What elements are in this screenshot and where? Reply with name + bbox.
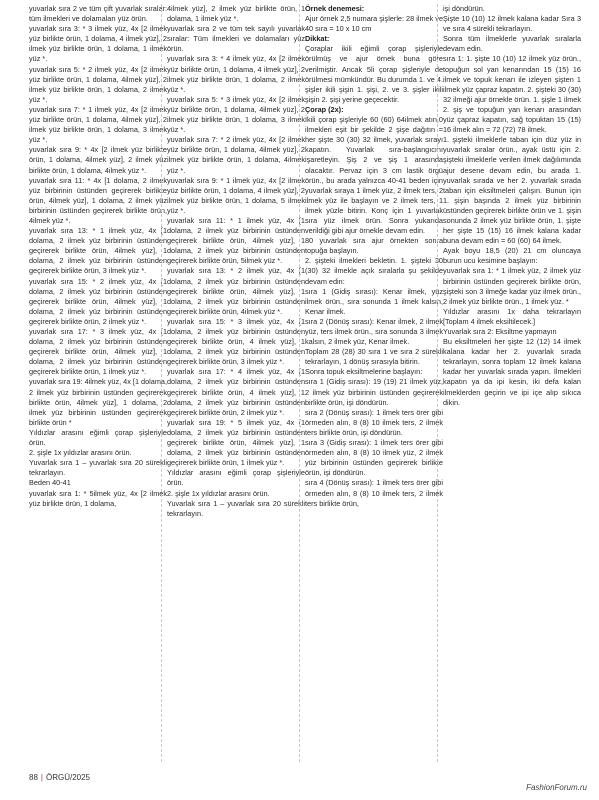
paragraph: 2. şişle 1x yıldızlar arasını örün. [29,448,132,458]
paragraph: yuvarlak sıra 17: * 4 ilmek yüz, 4x [1 dolama, 2 ilmek yüz birbirinin üstünden geçirerek birlikte örün, 4 ilmek yüz], 1 dolama, 2 ilmek yüz birbirinin üstünden geçirerek birlikte örün, 2 ilmek yüz *. [167,367,305,417]
paragraph: işi döndürün. [443,4,485,13]
paragraph: yuvarlak sıra 9: * 4x [2 ilmek yüz birlikte örün, 1 dolama, 4ilmek yüz], 2 ilmek yüz birlikte örün, 1 dolama, 4ilmek yüz *. [29,145,167,175]
paragraph: yuvarlak sıra 11: * 1 ilmek yüz, 4x [1 dolama, 2 ilmek yüz birbirinin üstünden geçirerek birlikte örün, 4ilmek yüz], 1 dolama, 2 ilmek yüz birbirinin üstünden geçirerek birlikte örün, 5ilmek yüz *. [167,215,305,266]
text-column-1 [29,4,167,509]
column-divider [161,4,162,762]
paragraph: 1. şişteki ilmeklerle taban için düz yüz in yuvarlak sıralar örün., ayak üstü için 2. şişteki ilmeklerle verilen ilmek dağılımında ajur desene devam edin, bu arada 1. yuvarlak sırada ve her 2. yuvarlak sırada taban için eksiltmeleri çalışın. Bunun için 1. şişin başında 2 ilmek yüz birbirinin üstünden geçirerek birlikte örün ve 1. şişin sonunda 2 ilmek yüz birlikte örün, 1. şişte her şişte 15 (15) 16 ilmek kalana kadar buna devam edin = 60 (60) 64 ilmek. [443,135,581,246]
paragraph: Sonra tüm ilmeklerle yuvarlak sıralarla devam edin. [443,34,581,54]
paragraph: Yuvarlak sıra 2: Eksiltme yapmayın [443,327,557,336]
paragraph: Ajur örnek 2,5 numara şişlerle: 28 ilmek ve 40 sıra = 10 x 10 cm [305,14,443,34]
paragraph: yuvarlak sıra 13: * 2 ilmek yüz, 4x [1 dolama, 2 ilmek yüz birbirinin üstünden geçirerek birlikte örün, 4ilmek yüz], 1 dolama, 2 ilmek yüz birbirinin üstünden geçirerek birlikte örün, 4ilmek yüz *. [167,266,305,316]
paragraph: sıra 4 (Dönüş sırası): 1 ilmek ters örer gibi örmeden alın, 8 (8) 10 ilmek ters, 2 ilmek ters birlikte örün, [305,478,443,508]
paragraph: Yıldızlar arasını eğimli çorap şişleriyle örün. [167,468,305,488]
paragraph: sıra 1 (Gidiş sırası): 19 (19) 21 ilmek yüz, 2 ilmek yüz birbirinin üstünden geçirerek birlikte örün, işi döndürün. [305,377,443,407]
paragraph: yuvarlak sıra 17: * 3 ilmek yüz, 4x [1 dolama, 2 ilmek yüz birbirinin üstünden geçirerek birlikte örün, 4ilmek yüz], 1 dolama, 2 ilmek yüz birbirinin üstünden geçirerek birlikte örün, 1 ilmek yüz *. [29,327,167,377]
paragraph: Şişte 10 (10) 12 ilmek kalana kadar Sıra 3 ve sıra 4 sürekli tekrarlayın. [443,14,581,34]
paragraph: yuvarlak sıra 19: * 5 ilmek yüz, 4x [1 dolama, 2 ilmek yüz birbirinin üstünden geçirerek birlikte örün, 4ilmek yüz], 1 dolama, 2 ilmek yüz birbirinin üstünden geçirerek birlikte örün, 1 ilmek yüz *. [167,417,305,468]
paragraph: yuvarlak sıra 3: * 4 ilmek yüz, 4x [2 ilmek yüz birlikte örün, 1 dolama, 4 ilmek yüz], 2 ilmek yüz birlikte örün, 1 dolama, 2 ilmek yüz *. [167,54,305,94]
text-column-3 [305,4,443,509]
paragraph: 2. şişle 1x yıldızlar arasını örün. [167,488,270,498]
paragraph: yuvarlak sıra 15: * 2 ilmek yüz, 4x [1 dolama, 2 ilmek yüz birbirinin üstünden geçirerek birlikte örün, 4ilmek yüz], 1 dolama, 2 ilmek yüz birbirinin üstünden geçirerek birlikte örün, 2 ilmek yüz *. [29,276,167,326]
paragraph: sıra 2 (Dönüş sırası): 1 ilmek ters örer gibi örmeden alın, 8 (8) 10 ilmek ters, 2 ilmek ters birlikte örün, işi döndürün. [305,407,443,437]
paragraph: sıra 1 (Gidiş sırası): Kenar ilmek, yüz ilmek örün., sıra sonunda 1 ilmek kalsın, Kenar ilmek. [305,286,443,316]
magazine-name: ÖRGÜ/2025 [45,773,91,782]
paragraph: yuvarlak sıra 9: * 1 ilmek yüz, 4x [2 ilmek yüz birlikte örün, 1 dolama, 4 ilmek yüz], 2 ilmek yüz birlikte örün, 1 dolama, 5 ilmek yüz *. [167,175,305,215]
paragraph: Çoraplar ikili eğimli çorap şişleriyle örülmüş ve ajur örnek buna göre verilmiştir. Ancak 5li çorap şişleriyle de örülmesi mümkündür. Bu durumda 1. ve 4. şişler ikili şişin 1. şişi, 2. ve 3. şişler ikili şişin 2. şişi yerine geçecektir. [305,44,443,104]
column-divider [437,4,438,762]
paragraph-group [305,115,443,509]
page-number: 88 [29,773,38,782]
paragraph: yuvarlak sıra 1: * 5ilmek yüz, 4x [2 ilmek yüz birlikte örün, 1 dolama, [29,488,167,508]
paragraph: yuvarlak sıra 5: * 2 ilmek yüz, 4x [2 ilmek yüz birlikte örün, 1 dolama, 4ilmek yüz], 2 ilmek yüz birlikte örün, 1 dolama, 2 ilmek yüz *. [29,64,167,104]
page-footer [29,773,90,782]
section-heading-note: Dikkat: [305,34,330,44]
section-heading-sample: Örnek denemesi: [305,4,365,13]
paragraph: sıra 2 (Dönüş sırası): Kenar ilmek, 2 ilmek yüz, ters ilmek örün., sıra sonunda 3 ilmek kalsın, 2 ilmek yüz, Kenar ilmek. [305,316,443,347]
paragraph: yuvarlak sıra 3: * 3 ilmek yüz, 4x [2 ilmek yüz birlikte örün, 1 dolama, 4 ilmek yüz], 2 ilmek yüz birlikte örün, 1 dolama, 1 ilmek yüz *. [29,24,167,64]
paragraph: Yıldızlar arasını eğimli çorap şişleriyle örün. [29,427,167,448]
paragraph: yuvarlak sıra 7: * 1 ilmek yüz, 4x [2 ilmek yüz birlikte örün, 1 dolama, 4ilmek yüz], 2 ilmek yüz birlikte örün, 1 dolama, 3 ilmek yüz *. [29,104,167,145]
paragraph: Toplam 28 (28) 30 sıra 1 ve sıra 2 sürekli tekrarlayın, 1 dönüş sırasıyla bitirin. [305,347,443,367]
section-heading-sock: Çorap (2x): [305,104,344,114]
paragraph: Sonra topuk eksiltmelerine başlayın: [305,367,423,377]
paragraph: sıra 3 (Gidiş sırası): 1 ilmek ters örer gibi örmeden alın, 8 (8) 10 ilmek yüz, 2 ilmek yüz birbirinin üstünden geçirerek birlikte örün, işi döndürün. [305,438,443,478]
paragraph: 80 yuvarlak sıra ajur örnekten sonra topuğa başlayın. [305,236,443,256]
paragraph: yuvarlak sıra 5: * 3 ilmek yüz, 4x [2 ilmek yüz birlikte örün, 1 dolama, 4ilmek yüz], 2 ilmek yüz birlikte örün, 1 dolama, 3 ilmek yüz *. [167,94,305,135]
paragraph: yuvarlak sıra 13: * 1 ilmek yüz, 4x [1 dolama, 2 ilmek yüz birbirinin üstünden geçirerek birlikte örün, 4ilmek yüz], 1 dolama, 2 ilmek yüz birbirinin üstünden geçirerek birlikte örün, 3 ilmek yüz *. [29,226,167,276]
column-divider [299,4,300,762]
paragraph: yuvarlak sıra 1: * 1 ilmek yüz, 2 ilmek yüz birbirinin üstünden geçirerek birlikte örün, şişteki son 3 ilmeğe kadar yüz ilmek örün., 2 ilmek yüz birlikte örün., 1 ilmek yüz. * [443,266,581,306]
paragraph: 2. şişteki ilmekleri bekletin. 1. şişteki 30 (30) 32 ilmekle açık sıralarla şu şekilde devam edin: [305,256,443,286]
paragraph: sıra 1: 1. şişte 10 (10) 12 ilmek yüz örün., topuğun sol yan kenarından 15 (15) 16 ilmek ve topuk kenarı ile izleyen şişten 1 ilmek yüz çapraz kapatın. 2. şişteki 30 (30) 32 ilmeği ajur örnekle örün. 1. şişle 1 ilmek 2. şiş ve topuğun yan kenarı arasından yüz çapraz kapatın, sağ topuktan 15 (15) 16 ilmek alın = 72 (72) 78 ilmek. [443,54,581,135]
paragraph: yuvarlak sıra 11: * 4x [1 dolama, 2 ilmek yüz birbirinin üstünden geçirerek birlikte örün, 4ilmek yüz], 1 dolama, 2 ilmek yüz birbirinin üstünden geçirerek birlikte örün, 4ilmek yüz *. [29,175,167,225]
paragraph: Yıldızlar arasını 1x daha tekrarlayın [Toplam 4 ilmek eksiltilecek.] [443,306,581,326]
paragraph: yuvarlak sıra 2 ve tüm tek sayılı yuvarlak sıralar: Tüm ilmekleri ve dolamaları yüz örün. [167,24,305,54]
paragraph: İkili çorap şişleriyle 60 (60) 64ilmek atın,0 ilmekleri eşit bir şekilde 2 şişe dağıtın = her şişte 30 (30) 32 ilmek, yuvarlak sırayı kapatın. Yuvarlak sıra-başlangıcını işaretleyin. Şiş 2 ve şiş 1 arasında olacaktır. Pervaz için 3 cm lastik örgü örün., bu arada yalnızca 40-41 beden için yuvarlak sıraya 1 ilmek yüz, 2 ilmek ters, 2 ilmek yüz ile başlayın ve 2 ilmek ters, 1 ilmek yüzle bitirin. Konç için 1 yuvarlak sıra yüz ilmek örün. Sonra yukarıda verildiği gibi ajur örnekle devam edin. [305,115,443,236]
paragraph: Yuvarlak sıra 1 – yuvarlak sıra 20 sürekli tekrarlayın. [167,498,305,518]
paragraph: Bu eksiltmeleri her şişte 12 (12) 14 ilmek kalana kadar her 2. yuvarlak sırada tekrarlayın, sonra toplam 12 ilmek kalana kadar her yuvarlak sırada yapın. İlmekleri kapatın ya da ipi kesin, iki defa kalan ilmeklerden geçirin ve ipi içe alıp sıkıca dikin. [443,337,581,407]
paragraph: yuvarlak sıra 7: * 2 ilmek yüz, 4x [2 ilmek yüz birlikte örün, 1 dolama, 4ilmek yüz], 2 ilmek yüz birlikte örün, 1 dolama, 4ilmek yüz *. [167,135,305,175]
paragraph: yuvarlak sıra 15: * 3 ilmek yüz, 4x [1 dolama, 2 ilmek yüz birbirinin üstünden geçirerek birlikte örün, 4 ilmek yüz], 1 dolama, 2 ilmek yüz birbirinin üstünden geçirerek birlikte örün, 3 ilmek yüz *. [167,316,305,367]
paragraph: Ayak boyu 18,5 (20) 21 cm oluncaya burun ucu kesimine başlayın: [443,246,581,266]
watermark: FashionForum.ru [526,783,587,792]
paragraph: yuvarlak sıra 2 ve tüm çift yuvarlak sıralar: tüm ilmekleri ve dolamaları yüz örün. [29,4,167,24]
footer-separator: | [40,773,43,782]
text-column-2 [167,4,305,519]
paragraph: Beden 40-41 [29,478,71,488]
text-column-4 [443,4,581,408]
paragraph: Yuvarlak sıra 1 – yuvarlak sıra 20 sürekli tekrarlayın. [29,458,167,478]
paragraph: yuvarlak sıra 19: 4ilmek yüz, 4x [1 dolama, 2 ilmek yüz birbirinin üstünden geçirerek birlikte örün, 4ilmek yüz], 1 dolama, 2 ilmek yüz birbirinin üstünden geçirerek birlikte örün * [29,377,167,427]
paragraph: 4ilmek yüz], 2 ilmek yüz birlikte örün, 1 dolama, 1 ilmek yüz *. [167,4,305,24]
